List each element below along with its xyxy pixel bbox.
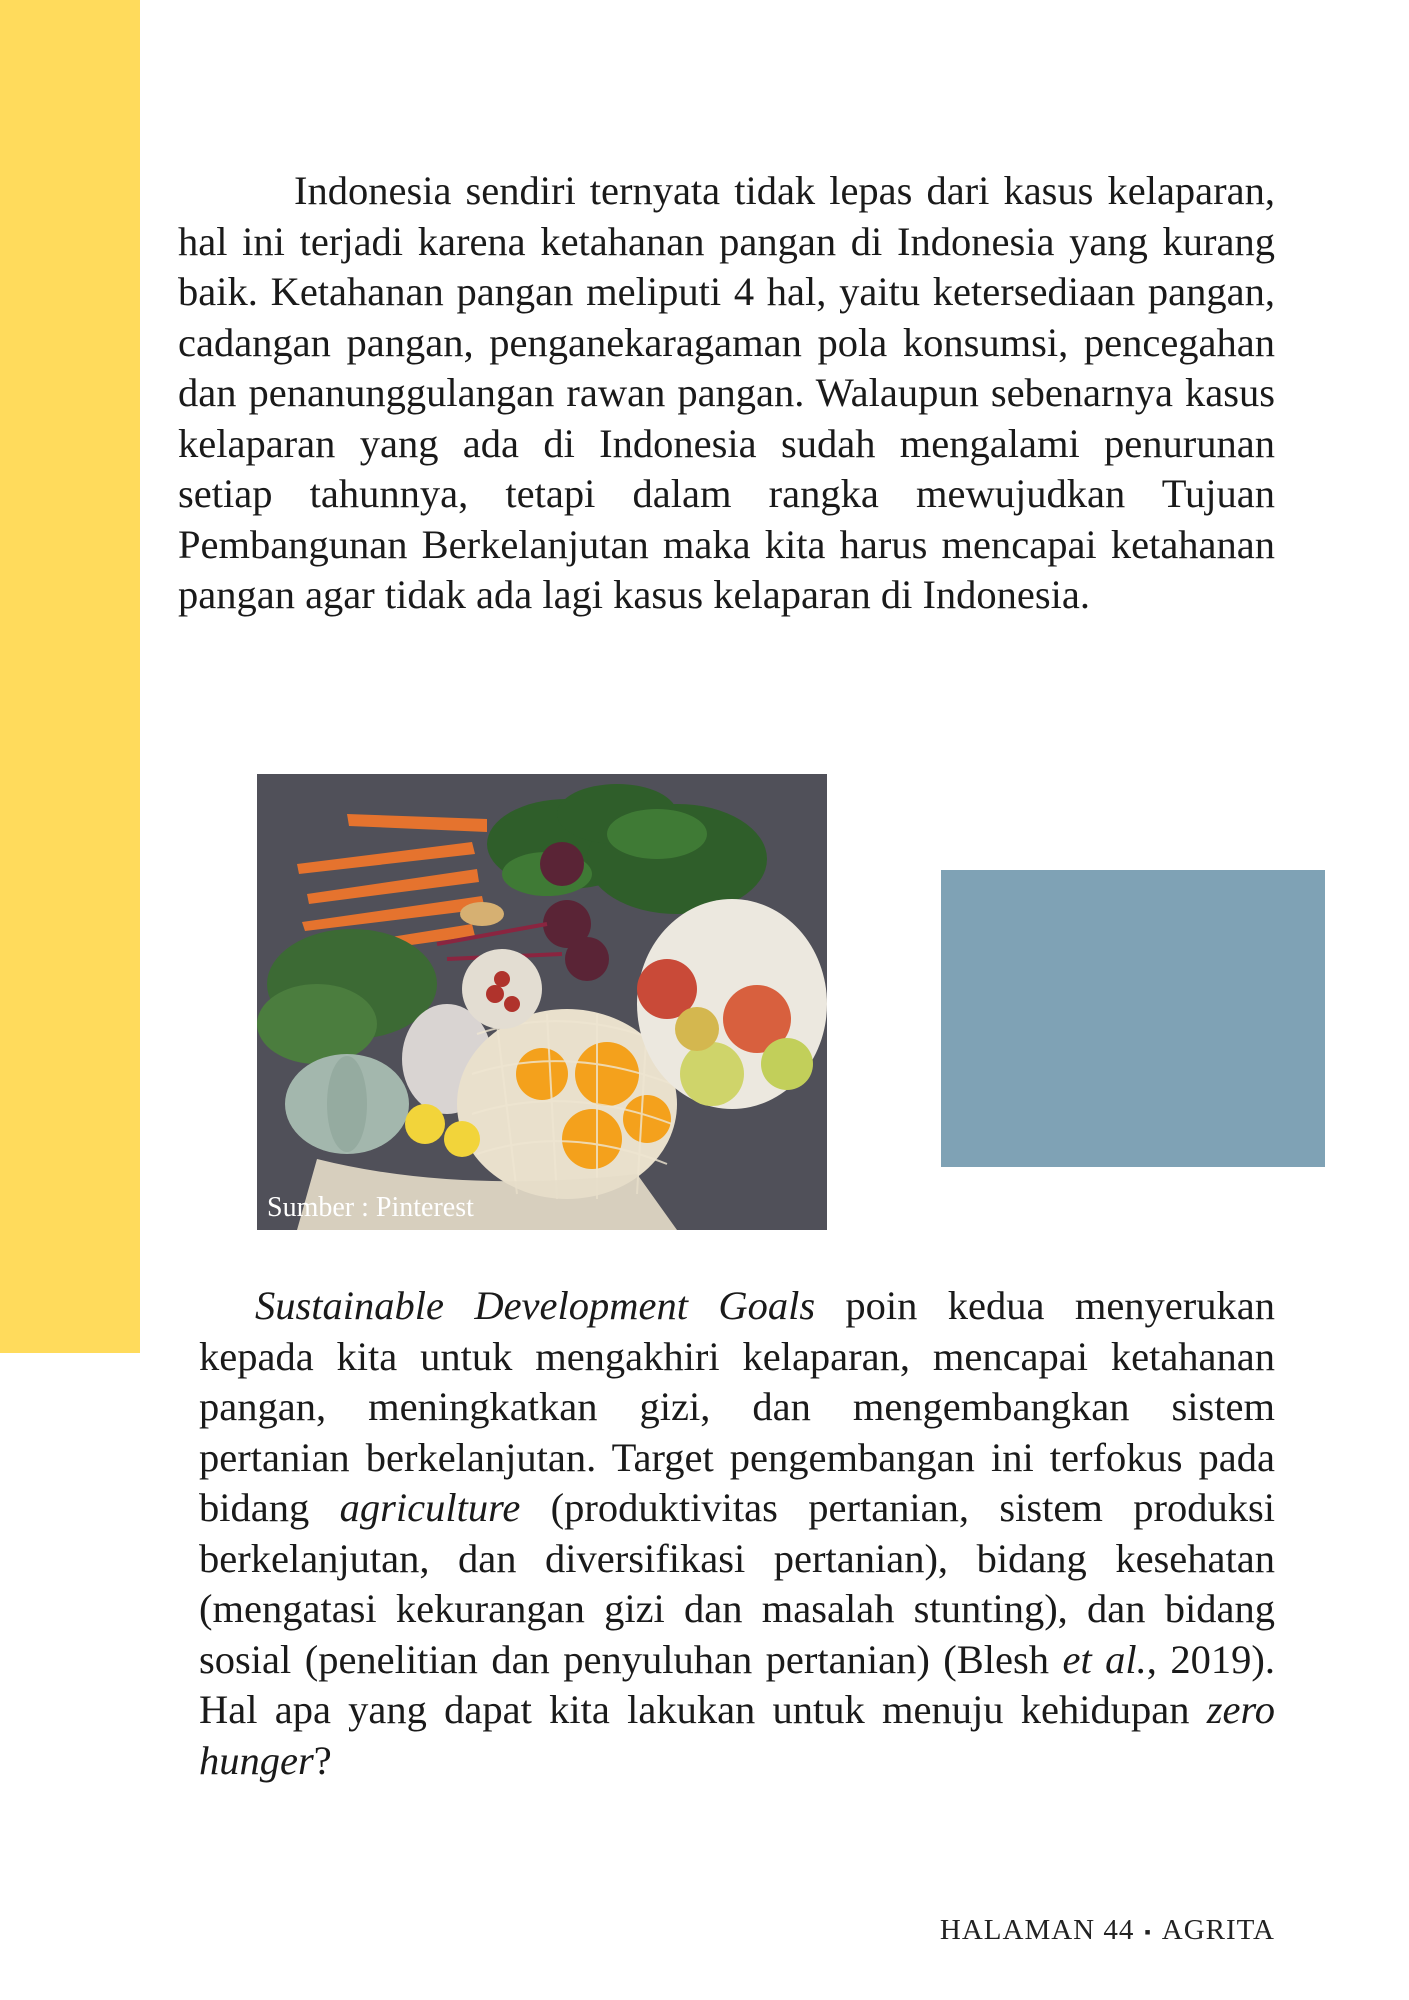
paragraph-2-text-a: poin kedua menyerukan kepada kita untuk mengakhiri kelaparan, mencapai ketahanan pangan, meningkatkan gizi, dan mengembangkan sistem pertanian berkelanjutan. Target pengembangan ini terfokus pada bidang <box>199 1283 1275 1530</box>
paragraph-2-text-d: ? <box>313 1737 332 1783</box>
page-footer <box>902 1914 1275 1947</box>
vegetables-illustration <box>257 774 827 1230</box>
blue-decorative-block <box>941 870 1325 1167</box>
agriculture-term: agriculture <box>339 1485 521 1530</box>
page-number-label: HALAMAN 44 <box>939 1914 1135 1946</box>
paragraph-sdg-goal-2 <box>199 1281 1275 1786</box>
paragraph-2-text-c: , 2019). Hal apa yang dapat kita lakukan untuk menuju kehidupan <box>199 1636 1275 1732</box>
vegetables-photo <box>257 774 827 1230</box>
photo-caption: Sumber : Pinterest <box>267 1192 474 1223</box>
yellow-side-bar <box>0 0 140 1353</box>
et-al-term: et al. <box>1062 1636 1147 1682</box>
zero-hunger-term: zero hunger <box>199 1687 1275 1783</box>
paragraph-food-security: Indonesia sendiri ternyata tidak lepas dari kasus kelaparan, hal ini terjadi karena ketahanan pangan di Indonesia yang kurang baik. Ketahanan pangan meliputi 4 hal, yaitu ketersediaan pangan, cadangan pangan, penganekaragaman pola konsumsi, pencegahan dan penanunggulangan rawan pangan. Walaupun sebenarnya kasus kelaparan yang ada di Indonesia sudah mengalami penurunan setiap tahunnya, tetapi dalam rangka mewujudkan Tujuan Pembangunan Berkelanjutan maka kita harus mencapai ketahanan pangan agar tidak ada lagi kasus kelaparan di Indonesia. <box>178 168 1275 617</box>
footer-separator: ▪ <box>1144 1921 1152 1942</box>
paragraph-2-text-b: (produktivitas pertanian, sistem produksi berkelanjutan, dan diversifikasi pertanian), bidang kesehatan (mengatasi kekurangan gizi dan masalah stunting), dan bidang sosial (penelitian dan penyuluhan pertanian) (Blesh <box>199 1485 1275 1682</box>
magazine-name: AGRITA <box>1161 1914 1275 1946</box>
sdg-term: Sustainable Development Goals <box>255 1283 816 1328</box>
